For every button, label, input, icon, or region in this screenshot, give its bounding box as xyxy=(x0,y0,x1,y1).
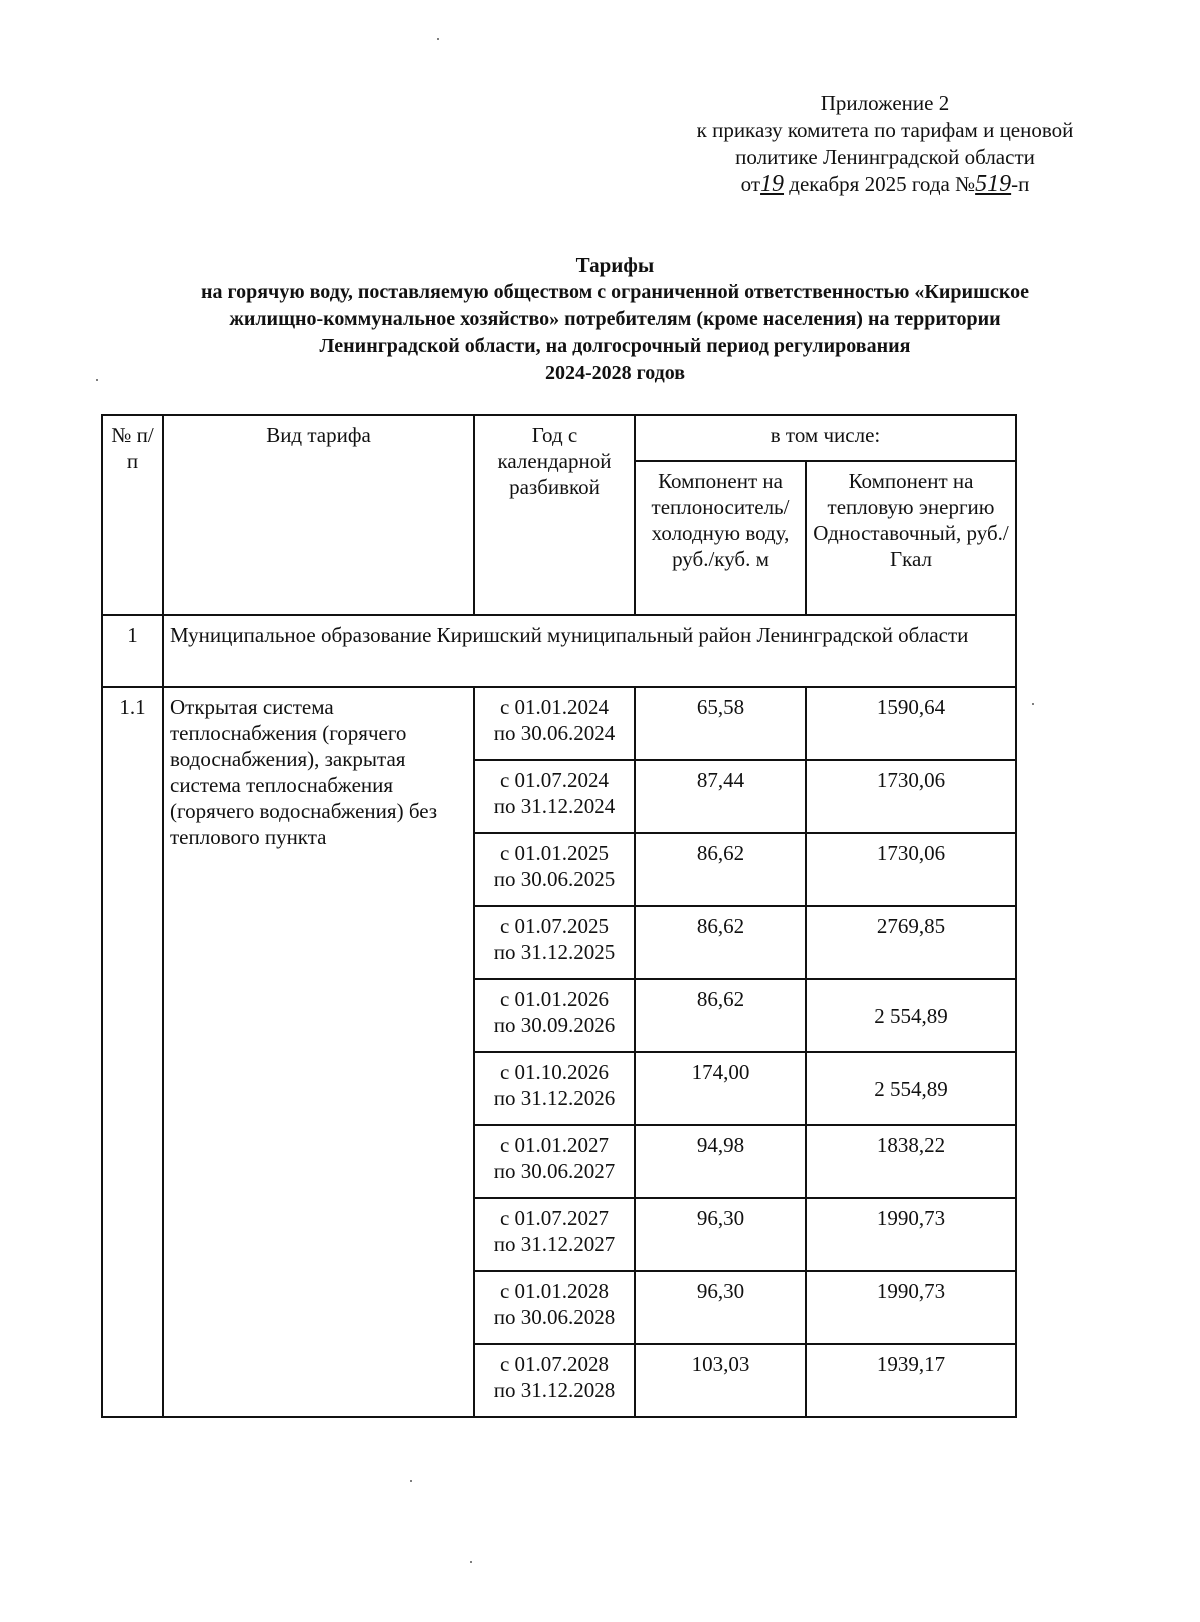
period-from: с 01.01.2024 xyxy=(499,695,610,719)
period-from: с 01.01.2028 xyxy=(499,1279,610,1303)
heat-component-value: 1838,22 xyxy=(806,1125,1016,1198)
heat-component-value: 2769,85 xyxy=(806,906,1016,979)
annex-date-line xyxy=(640,171,1130,198)
period-from: с 01.01.2025 xyxy=(499,841,610,865)
period-cell xyxy=(474,1198,635,1271)
handwritten-day: 19 xyxy=(760,171,785,197)
date-prefix: от xyxy=(740,172,761,196)
section-row xyxy=(102,615,1016,687)
period-from: с 01.07.2024 xyxy=(499,768,610,792)
title-heading: Тарифы xyxy=(575,253,655,277)
water-component-value: 96,30 xyxy=(635,1271,806,1344)
header-water-component: Компонент на теплоноситель/ холодную воду, руб./куб. м xyxy=(635,461,806,615)
period-cell xyxy=(474,1271,635,1344)
period-to: по 31.12.2028 xyxy=(493,1378,616,1402)
water-component-value: 96,30 xyxy=(635,1198,806,1271)
title-line-2: жилищно-коммунальное хозяйство» потребителям (кроме населения) на территории xyxy=(229,308,1001,330)
water-component-value: 94,98 xyxy=(635,1125,806,1198)
period-from: с 01.07.2025 xyxy=(499,914,610,938)
water-component-value: 87,44 xyxy=(635,760,806,833)
subsection-kind: Открытая система теплоснабжения (горячего водоснабжения), закрытая система теплоснабжения (горячего водоснабжения) без теплового пункта xyxy=(163,687,474,1417)
period-cell xyxy=(474,1344,635,1417)
tariff-table xyxy=(101,414,1017,1418)
period-cell xyxy=(474,906,635,979)
water-component-value: 86,62 xyxy=(635,979,806,1052)
handwritten-order-number: 519 xyxy=(975,171,1012,197)
table-row xyxy=(102,687,1016,760)
period-to: по 30.09.2026 xyxy=(493,1013,616,1037)
subsection-num: 1.1 xyxy=(102,687,163,1417)
period-to: по 30.06.2027 xyxy=(493,1159,616,1183)
heat-component-value: 1939,17 xyxy=(806,1344,1016,1417)
scan-speck xyxy=(96,379,98,381)
title-line-3: Ленинградской области, на долгосрочный период регулирования xyxy=(319,335,911,357)
period-to: по 31.12.2027 xyxy=(493,1232,616,1256)
water-component-value: 174,00 xyxy=(635,1052,806,1125)
water-component-value: 86,62 xyxy=(635,833,806,906)
period-to: по 31.12.2025 xyxy=(493,940,616,964)
heat-component-value: 2 554,89 xyxy=(806,979,1016,1052)
header-including: в том числе: xyxy=(635,415,1016,461)
scan-speck xyxy=(437,38,439,40)
header-kind: Вид тарифа xyxy=(163,415,474,615)
period-from: с 01.01.2026 xyxy=(499,987,610,1011)
section-name: Муниципальное образование Киришский муниципальный район Ленинградской области xyxy=(163,615,1016,687)
header-year: Год с календарной разбивкой xyxy=(474,415,635,615)
period-cell xyxy=(474,979,635,1052)
scan-speck xyxy=(470,1561,472,1563)
order-suffix: -п xyxy=(1011,172,1030,196)
period-cell xyxy=(474,687,635,760)
document-title xyxy=(100,252,1130,387)
period-cell xyxy=(474,1125,635,1198)
period-from: с 01.10.2026 xyxy=(499,1060,610,1084)
annex-line-3: политике Ленинградской области xyxy=(735,145,1035,169)
period-to: по 30.06.2024 xyxy=(493,721,616,745)
heat-component-value: 1730,06 xyxy=(806,760,1016,833)
scan-speck xyxy=(410,1480,412,1482)
heat-component-value: 1990,73 xyxy=(806,1271,1016,1344)
period-to: по 30.06.2025 xyxy=(493,867,616,891)
period-cell xyxy=(474,760,635,833)
water-component-value: 65,58 xyxy=(635,687,806,760)
header-heat-component: Компонент на тепловую энергию Одноставочный, руб./Гкал xyxy=(806,461,1016,615)
section-num: 1 xyxy=(102,615,163,687)
water-component-value: 103,03 xyxy=(635,1344,806,1417)
period-to: по 31.12.2024 xyxy=(493,794,616,818)
period-from: с 01.01.2027 xyxy=(499,1133,610,1157)
period-from: с 01.07.2028 xyxy=(499,1352,610,1376)
header-num: № п/п xyxy=(102,415,163,615)
heat-component-value: 2 554,89 xyxy=(806,1052,1016,1125)
period-cell xyxy=(474,1052,635,1125)
title-line-1: на горячую воду, поставляемую обществом с ограниченной ответственностью «Киришское xyxy=(201,281,1029,303)
title-line-4: 2024-2028 годов xyxy=(544,362,686,384)
period-from: с 01.07.2027 xyxy=(499,1206,610,1230)
annex-title: Приложение 2 xyxy=(820,91,950,115)
period-to: по 31.12.2026 xyxy=(493,1086,616,1110)
scan-speck xyxy=(1032,703,1034,705)
heat-component-value: 1590,64 xyxy=(806,687,1016,760)
heat-component-value: 1990,73 xyxy=(806,1198,1016,1271)
date-mid: декабря 2025 года № xyxy=(789,172,976,196)
period-cell xyxy=(474,833,635,906)
heat-component-value: 1730,06 xyxy=(806,833,1016,906)
water-component-value: 86,62 xyxy=(635,906,806,979)
annex-line-2: к приказу комитета по тарифам и ценовой xyxy=(696,118,1074,142)
annex-block xyxy=(640,90,1130,198)
period-to: по 30.06.2028 xyxy=(493,1305,616,1329)
